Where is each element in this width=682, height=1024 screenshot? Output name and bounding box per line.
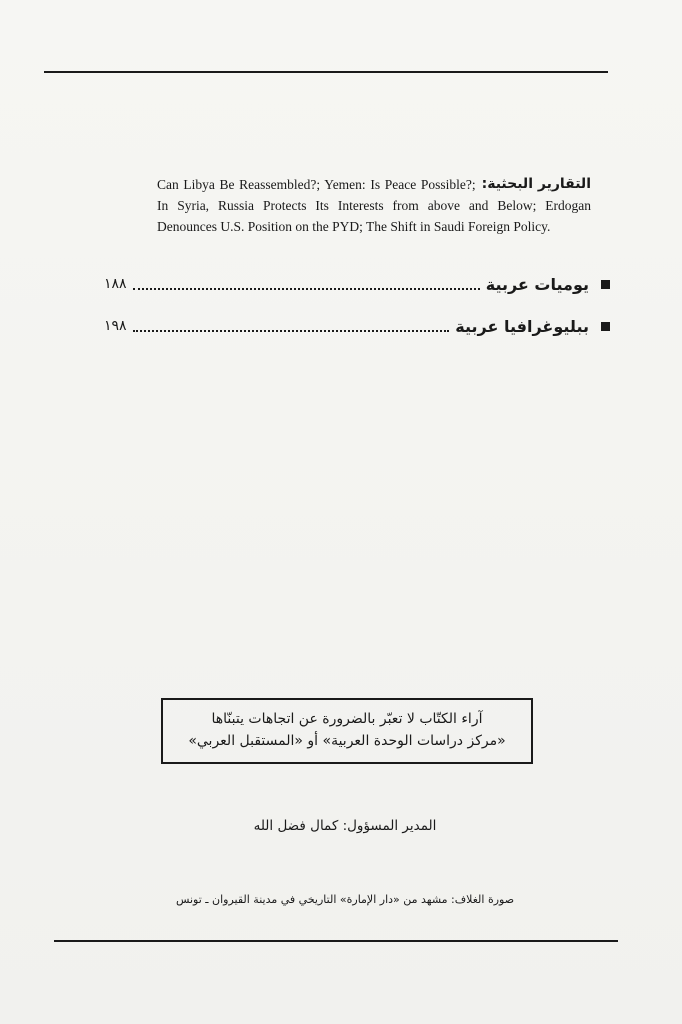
toc-entry-page-number: ١٩٨ <box>104 318 127 334</box>
editor-in-charge: المدير المسؤول: كمال فضل الله <box>253 818 437 834</box>
toc-entry-title: يوميات عربية <box>485 274 589 294</box>
toc-entry-arab-diaries[interactable] <box>104 271 610 297</box>
disclaimer-line-2: «مركز دراسات الوحدة العربية» أو «المستقبل العربي» <box>188 733 506 749</box>
toc-entry-title: ببليوغرافيا عربية <box>455 316 589 336</box>
research-reports-label: التقارير البحثية: <box>481 176 591 192</box>
research-reports-section <box>157 174 591 237</box>
square-bullet-icon <box>601 322 610 331</box>
cover-caption: صورة الغلاف: مشهد من «دار الإمارة» التاريخي في مدينة القيروان ـ تونس <box>175 893 515 906</box>
square-bullet-icon <box>601 280 610 289</box>
dot-leader <box>133 288 480 290</box>
research-reports-text: Can Libya Be Reassembled?; Yemen: Is Peace Possible?; In Syria, Russia Protects Its Interests from above and Below; Erdogan Denounces U.S. Position on the PYD; The Shift in Saudi Foreign Policy. <box>157 177 591 234</box>
toc-entry-arab-bibliography[interactable] <box>104 313 610 339</box>
disclaimer-line-1: آراء الكتّاب لا تعبّر بالضرورة عن اتجاهات يتبنّاها <box>211 711 483 727</box>
top-divider <box>44 71 608 73</box>
disclaimer-box <box>161 698 533 764</box>
dot-leader <box>133 330 450 332</box>
toc-entry-page-number: ١٨٨ <box>104 276 127 292</box>
bottom-divider <box>54 940 618 942</box>
